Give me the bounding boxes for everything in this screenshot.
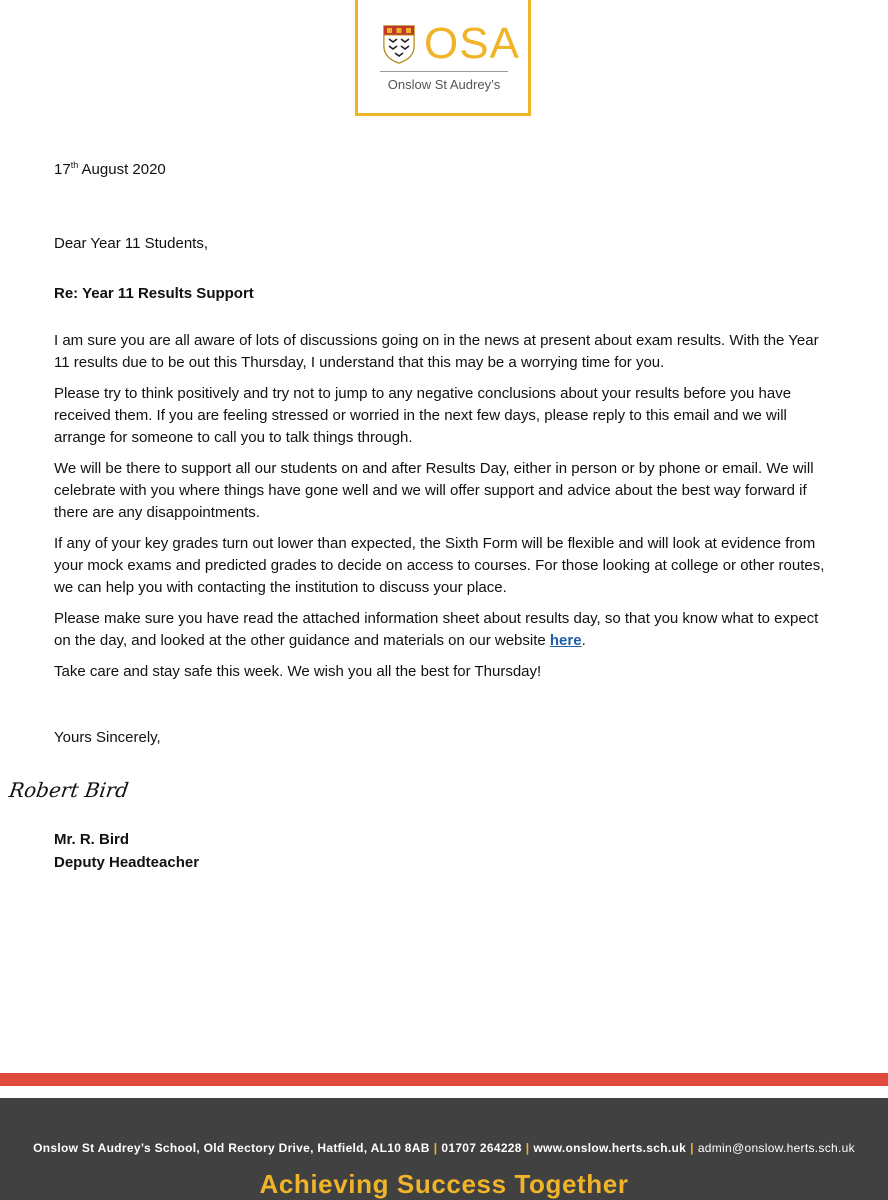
signer-name: Mr. R. Bird (54, 831, 130, 848)
crest-icon (382, 24, 416, 64)
paragraph: Please try to think positively and try not to jump to any negative conclusions about your results before you have received them. If you are feeling stressed or worried in the next few days, please reply to this email and we will arrange for someone to call you to talk things through. (54, 385, 792, 446)
logo-subtitle: Onslow St Audrey’s (387, 77, 501, 92)
website-paragraph-end: . (581, 632, 586, 649)
website-paragraph-text: Please make sure you have read the attached information sheet about results day, so that you know what to expect on the day, and looked at the other guidance and materials on our website (54, 610, 819, 649)
subject-line: Re: Year 11 Results Support (54, 285, 254, 302)
footer-phone: 01707 264228 (441, 1141, 522, 1155)
footer-address: Onslow St Audrey’s School, Old Rectory Drive, Hatfield, AL10 8AB (33, 1141, 430, 1155)
paragraph: We will be there to support all our students on and after Results Day, either in person or by phone or email. We will celebrate with you where things have gone well and we will offer support and advice about the best way forward if there are any disappointments. (54, 460, 814, 521)
footer-stripe (0, 1073, 888, 1086)
closing: Yours Sincerely, (54, 729, 161, 746)
date-day: 17 (54, 161, 71, 178)
separator: | (690, 1141, 694, 1155)
footer-motto: Achieving Success Together (259, 1169, 629, 1199)
date-month-year: August 2020 (78, 161, 166, 178)
signature (8, 771, 208, 811)
website-link[interactable]: here (549, 632, 582, 649)
letter-date (54, 159, 166, 181)
paragraph: I am sure you are all aware of lots of discussions going on in the news at present about exam results. With the Year 11 results due to be out this Thursday, I understand that this may be a worrying time for you. (54, 332, 819, 371)
footer-contact (0, 1140, 888, 1156)
signer-title: Deputy Headteacher (54, 854, 200, 871)
paragraph: If any of your key grades turn out lower than expected, the Sixth Form will be flexible and will look at evidence from your mock exams and predicted grades to decide on access to courses. For those looking at college or other routes, we can help you with contacting the institution to discuss your place. (54, 535, 825, 596)
greeting: Dear Year 11 Students, (54, 235, 208, 252)
separator: | (525, 1141, 530, 1155)
separator: | (433, 1141, 438, 1155)
footer-email[interactable]: admin@onslow.herts.sch.uk (697, 1141, 855, 1155)
svg-text:Robert Bird: Robert Bird (8, 778, 131, 802)
website-paragraph (54, 608, 834, 652)
paragraph: Take care and stay safe this week. We wish you all the best for Thursday! (54, 663, 542, 680)
letter-paragraphs (54, 330, 834, 692)
footer-website[interactable]: www.onslow.herts.sch.uk (533, 1141, 687, 1155)
date-suffix: th (70, 160, 79, 170)
logo-divider (380, 71, 508, 72)
footer (0, 1098, 888, 1200)
school-logo (355, 0, 531, 116)
logo-wordmark: OSA (424, 19, 520, 68)
